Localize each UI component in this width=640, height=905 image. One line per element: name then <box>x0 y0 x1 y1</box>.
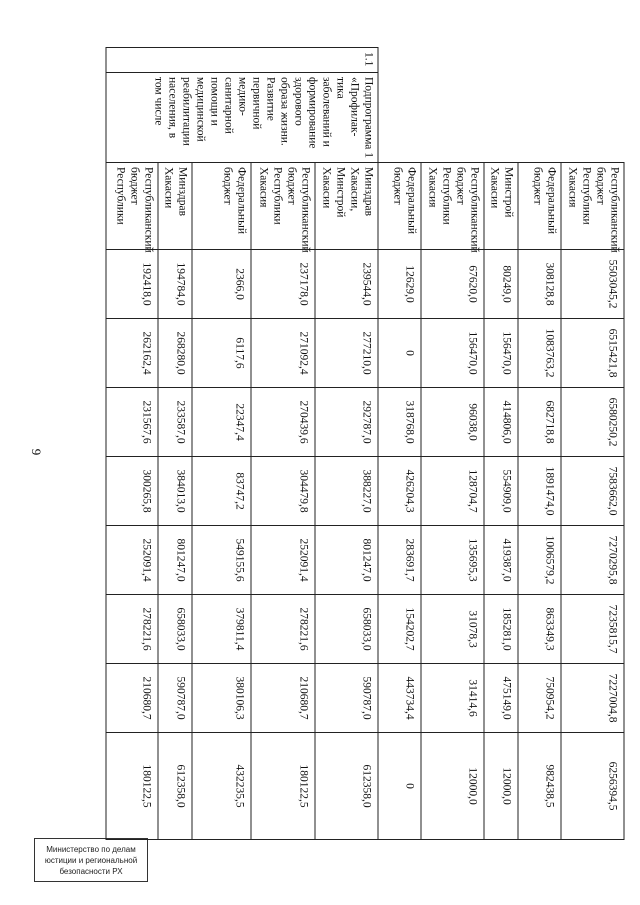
value-cell: 278221,6 <box>251 595 315 664</box>
budget-table <box>106 47 625 840</box>
stamp-line: Министерство по делам <box>46 844 136 854</box>
value-cell: 1083763,2 <box>518 319 561 388</box>
table-row <box>158 48 192 840</box>
value-cell: 0 <box>378 733 421 840</box>
value-cell: 7270295,8 <box>561 526 624 595</box>
value-cell: 156470,0 <box>421 319 484 388</box>
value-cell: 192418,0 <box>106 250 158 319</box>
value-cell: 414806,0 <box>484 388 518 457</box>
value-cell: 982438,5 <box>518 733 561 840</box>
value-cell: 658033,0 <box>158 595 192 664</box>
value-cell: 6256394,5 <box>561 733 624 840</box>
value-cell: 380106,3 <box>192 664 252 733</box>
value-cell: 863349,3 <box>518 595 561 664</box>
ministry-stamp <box>34 838 148 882</box>
value-cell: 278221,6 <box>106 595 158 664</box>
row-label: Республиканский бюджет Республики Хакасия <box>251 163 315 250</box>
empty-name-cell <box>378 73 624 163</box>
value-cell: 612358,0 <box>158 733 192 840</box>
row-label: Минстрой Хакасии <box>484 163 518 250</box>
value-cell: 590787,0 <box>158 664 192 733</box>
value-cell: 419387,0 <box>484 526 518 595</box>
value-cell: 67620,0 <box>421 250 484 319</box>
value-cell: 83747,2 <box>192 457 252 526</box>
value-cell: 12629,0 <box>378 250 421 319</box>
value-cell: 304479,8 <box>251 457 315 526</box>
table-row <box>561 48 624 840</box>
row-label: Федеральный бюджет <box>378 163 421 250</box>
value-cell: 2366,0 <box>192 250 252 319</box>
value-cell: 252091,4 <box>106 526 158 595</box>
rotated-table-wrapper <box>106 47 625 839</box>
value-cell: 432235,5 <box>192 733 252 840</box>
value-cell: 7583662,0 <box>561 457 624 526</box>
value-cell: 194784,0 <box>158 250 192 319</box>
stamp-line: безопасности РХ <box>59 866 123 876</box>
value-cell: 180122,5 <box>251 733 315 840</box>
value-cell: 31078,3 <box>421 595 484 664</box>
value-cell: 231567,6 <box>106 388 158 457</box>
value-cell: 277210,0 <box>315 319 378 388</box>
value-cell: 135695,3 <box>421 526 484 595</box>
value-cell: 252091,4 <box>251 526 315 595</box>
value-cell: 185281,0 <box>484 595 518 664</box>
value-cell: 1006579,2 <box>518 526 561 595</box>
value-cell: 388227,0 <box>315 457 378 526</box>
value-cell: 300265,8 <box>106 457 158 526</box>
value-cell: 268280,0 <box>158 319 192 388</box>
table-row <box>106 48 158 840</box>
value-cell: 554909,0 <box>484 457 518 526</box>
row-label: Минздрав Хакасии, Минстрой Хакасии <box>315 163 378 250</box>
value-cell: 128704,7 <box>421 457 484 526</box>
value-cell: 12000,0 <box>484 733 518 840</box>
empty-index-cell <box>378 48 624 73</box>
value-cell: 210680,7 <box>251 664 315 733</box>
row-label: Республиканский бюджет Республики <box>106 163 158 250</box>
value-cell: 7227004,8 <box>561 664 624 733</box>
value-cell: 270439,6 <box>251 388 315 457</box>
stamp-line: юстиции и региональной <box>44 855 138 865</box>
value-cell: 271092,4 <box>251 319 315 388</box>
value-cell: 1891474,0 <box>518 457 561 526</box>
subprogram-name: Подпрограмма 1 «Профилак-тика заболеваний и формирование здорового образа жизни. Развитие первичной медико-санитарной помощи и медицинской реабилитации населения, в том числе <box>106 73 378 163</box>
value-cell: 590787,0 <box>315 664 378 733</box>
value-cell: 443734,4 <box>378 664 421 733</box>
value-cell: 750954,2 <box>518 664 561 733</box>
table-row <box>484 48 518 840</box>
value-cell: 379811,4 <box>192 595 252 664</box>
table-row <box>421 48 484 840</box>
table-row <box>192 48 252 840</box>
value-cell: 426204,3 <box>378 457 421 526</box>
value-cell: 22347,4 <box>192 388 252 457</box>
value-cell: 292787,0 <box>315 388 378 457</box>
value-cell: 801247,0 <box>158 526 192 595</box>
value-cell: 283691,7 <box>378 526 421 595</box>
table-row <box>378 48 421 840</box>
value-cell: 549155,6 <box>192 526 252 595</box>
table-row <box>315 48 378 840</box>
value-cell: 318768,0 <box>378 388 421 457</box>
value-cell: 210680,7 <box>106 664 158 733</box>
row-label: Минздрав Хакасии <box>158 163 192 250</box>
value-cell: 6515421,8 <box>561 319 624 388</box>
value-cell: 80249,0 <box>484 250 518 319</box>
value-cell: 154202,7 <box>378 595 421 664</box>
value-cell: 262162,4 <box>106 319 158 388</box>
value-cell: 6580250,2 <box>561 388 624 457</box>
value-cell: 475149,0 <box>484 664 518 733</box>
value-cell: 682718,8 <box>518 388 561 457</box>
value-cell: 6117,6 <box>192 319 252 388</box>
value-cell: 237178,0 <box>251 250 315 319</box>
value-cell: 31414,6 <box>421 664 484 733</box>
value-cell: 658033,0 <box>315 595 378 664</box>
row-label: Республиканский бюджет Республики Хакасия <box>421 163 484 250</box>
value-cell: 12000,0 <box>421 733 484 840</box>
table-row <box>518 48 561 840</box>
value-cell: 180122,5 <box>106 733 158 840</box>
value-cell: 612358,0 <box>315 733 378 840</box>
row-label: Федеральный бюджет <box>518 163 561 250</box>
value-cell: 801247,0 <box>315 526 378 595</box>
value-cell: 96038,0 <box>421 388 484 457</box>
value-cell: 0 <box>378 319 421 388</box>
row-label: Федеральный бюджет <box>192 163 252 250</box>
value-cell: 384013,0 <box>158 457 192 526</box>
value-cell: 5503045,2 <box>561 250 624 319</box>
row-label: Республиканский бюджет Республики Хакасия <box>561 163 624 250</box>
page-number: 9 <box>29 448 44 456</box>
subprogram-index: 1.1 <box>106 48 378 73</box>
value-cell: 308128,8 <box>518 250 561 319</box>
table-row <box>251 48 315 840</box>
value-cell: 239544,0 <box>315 250 378 319</box>
value-cell: 156470,0 <box>484 319 518 388</box>
value-cell: 233587,0 <box>158 388 192 457</box>
value-cell: 7235815,7 <box>561 595 624 664</box>
